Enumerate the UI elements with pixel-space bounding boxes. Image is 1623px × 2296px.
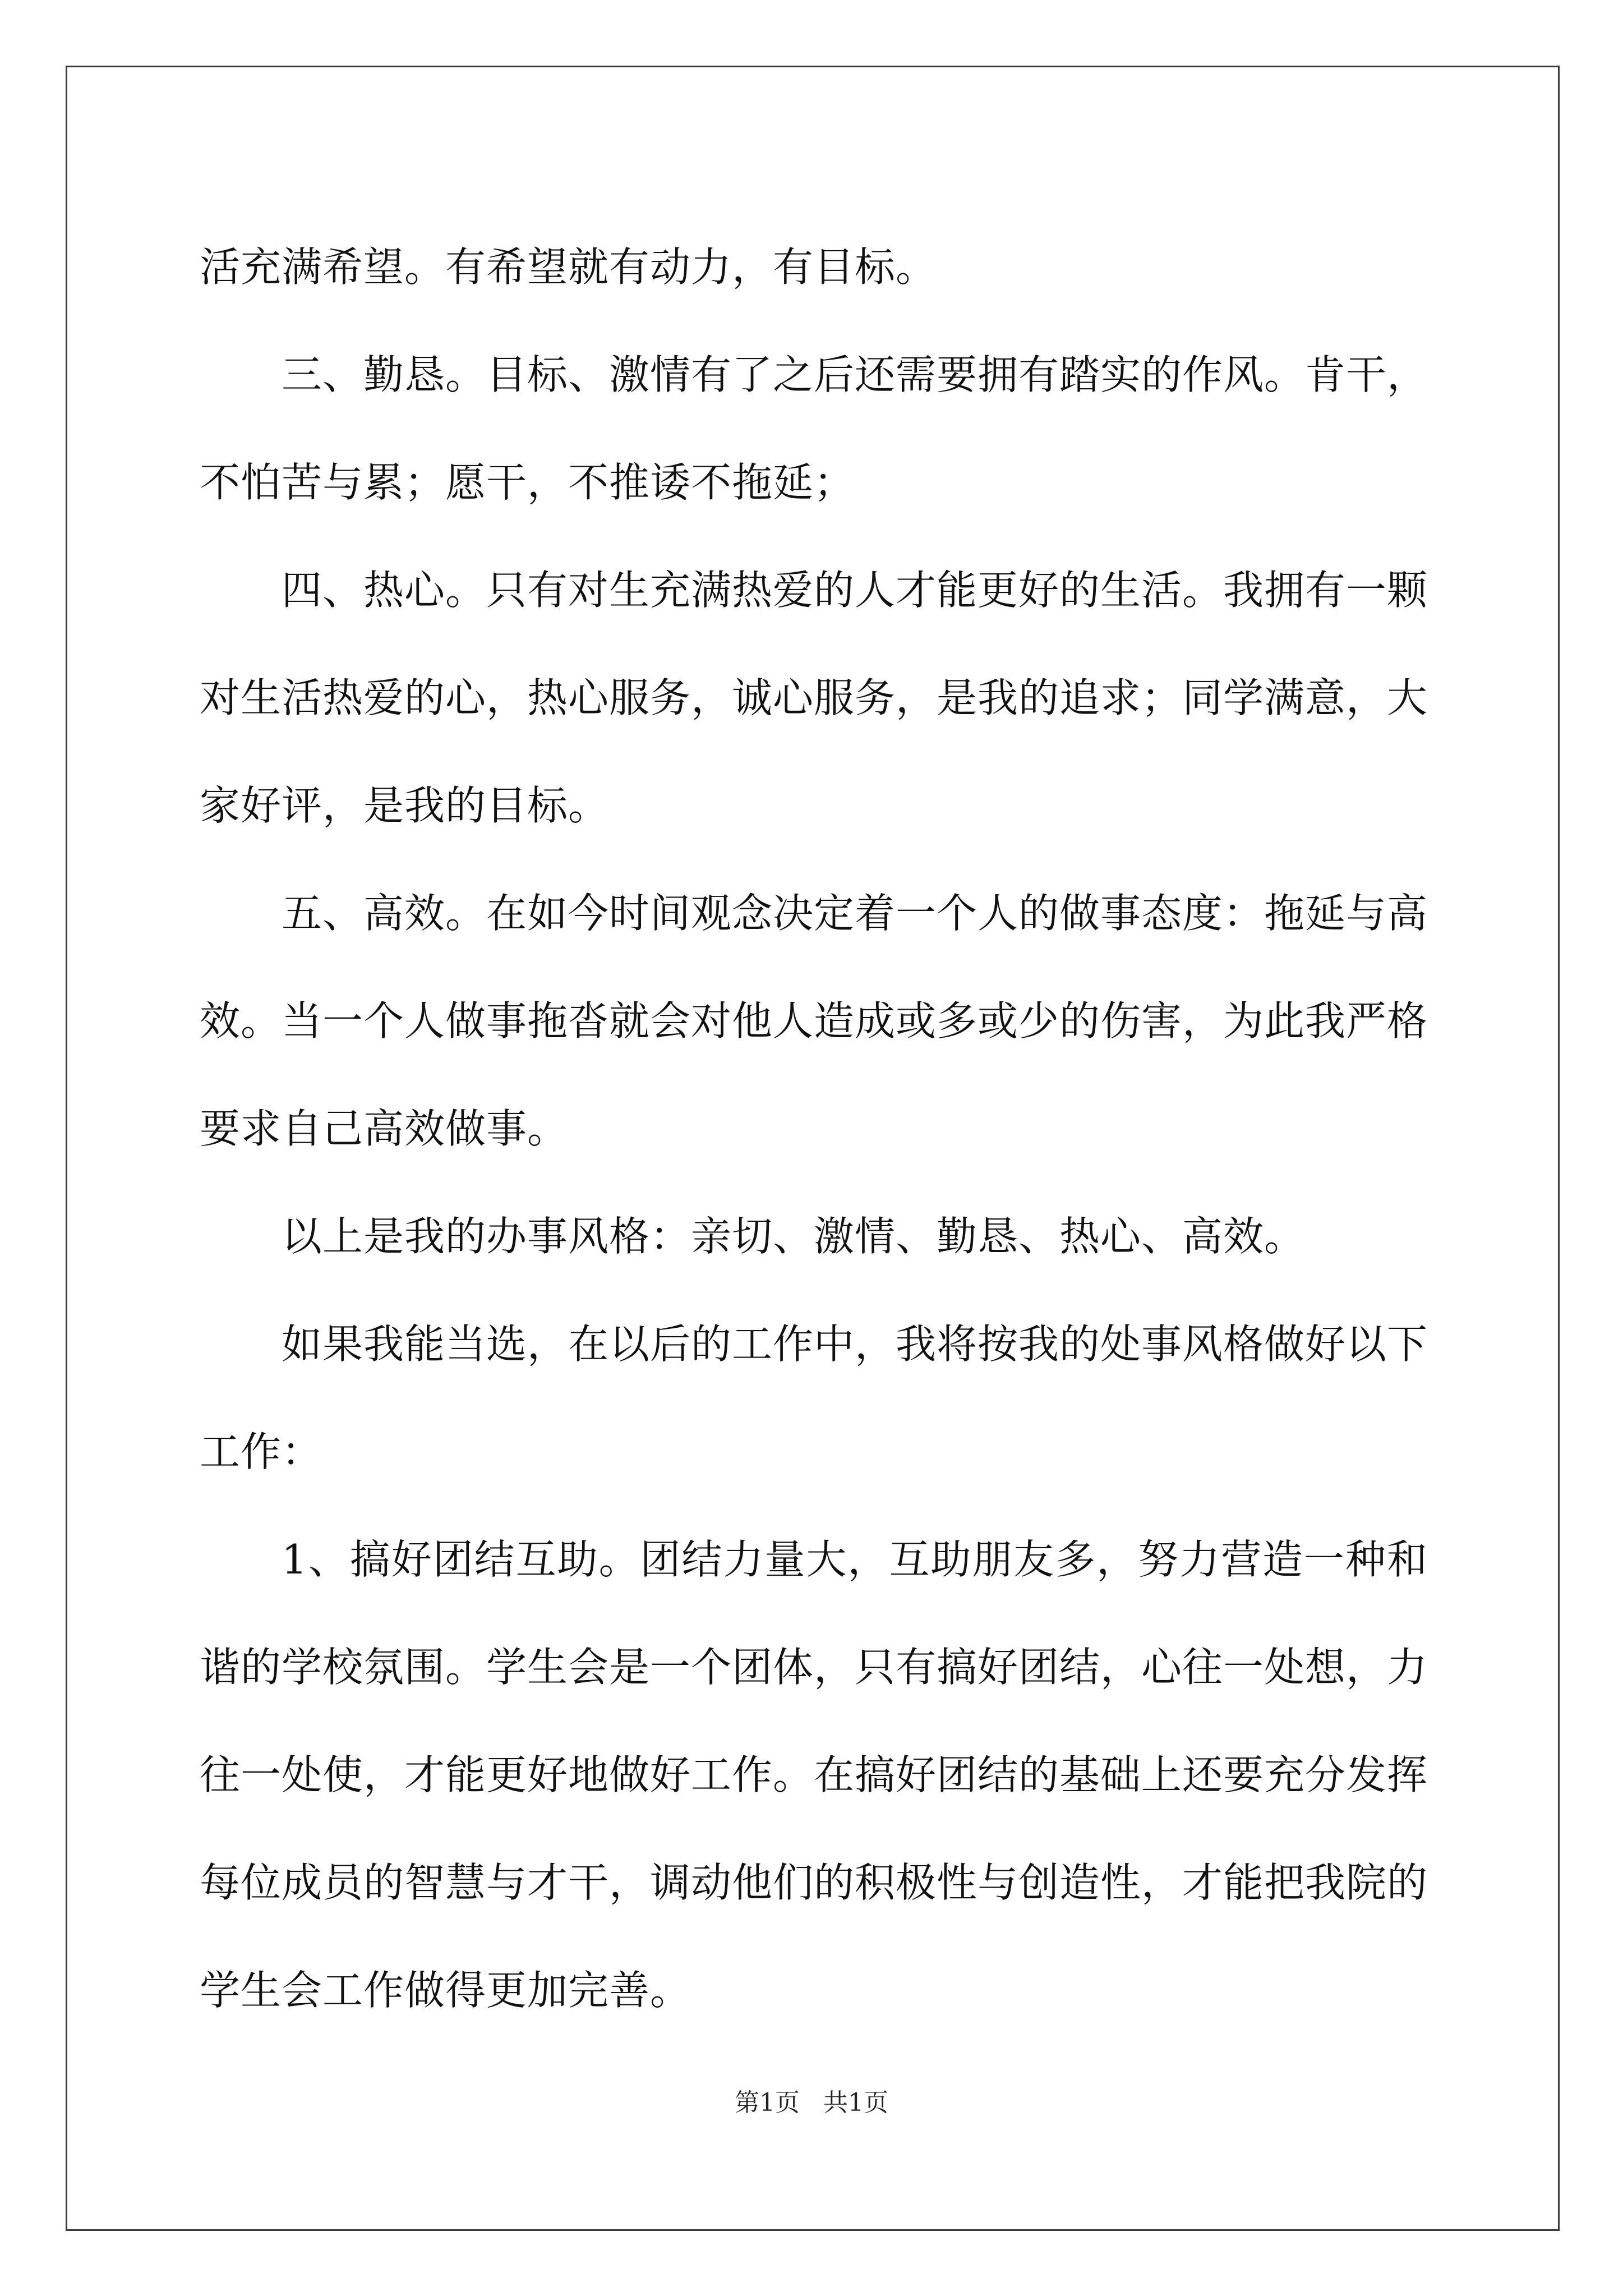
paragraph: 活充满希望。有希望就有动力，有目标。 [200,243,937,291]
paragraph: 四、热心。只有对生充满热爱的人才能更好的生活。我拥有一颗对生活热爱的心，热心服务，诚心服务，是我的追求；同学满意，大家好评，是我的目标。 [200,567,1428,829]
document-body [200,213,1428,2044]
page-footer: 第1页 共1页 [735,2088,888,2117]
paragraph: 三、勤恳。目标、激情有了之后还需要拥有踏实的作风。肯干，不怕苦与累；愿干，不推诿不拖延； [200,351,1428,506]
paragraph: 如果我能当选，在以后的工作中，我将按我的处事风格做好以下工作： [200,1320,1428,1475]
paragraph: 五、高效。在如今时间观念决定着一个人的做事态度：拖延与高效。当一个人做事拖沓就会对他人造成或多或少的伤害，为此我严格要求自己高效做事。 [200,890,1428,1152]
paragraph: 以上是我的办事风格：亲切、激情、勤恳、热心、高效。 [282,1213,1306,1260]
paragraph: 1、搞好团结互助。团结力量大，互助朋友多，努力营造一种和谐的学校氛围。学生会是一个团体，只有搞好团结，心往一处想，力往一处使，才能更好地做好工作。在搞好团结的基础上还要充分发挥每位成员的智慧与才干，调动他们的积极性与创造性，才能把我院的学生会工作做得更加完善。 [200,1536,1428,2014]
